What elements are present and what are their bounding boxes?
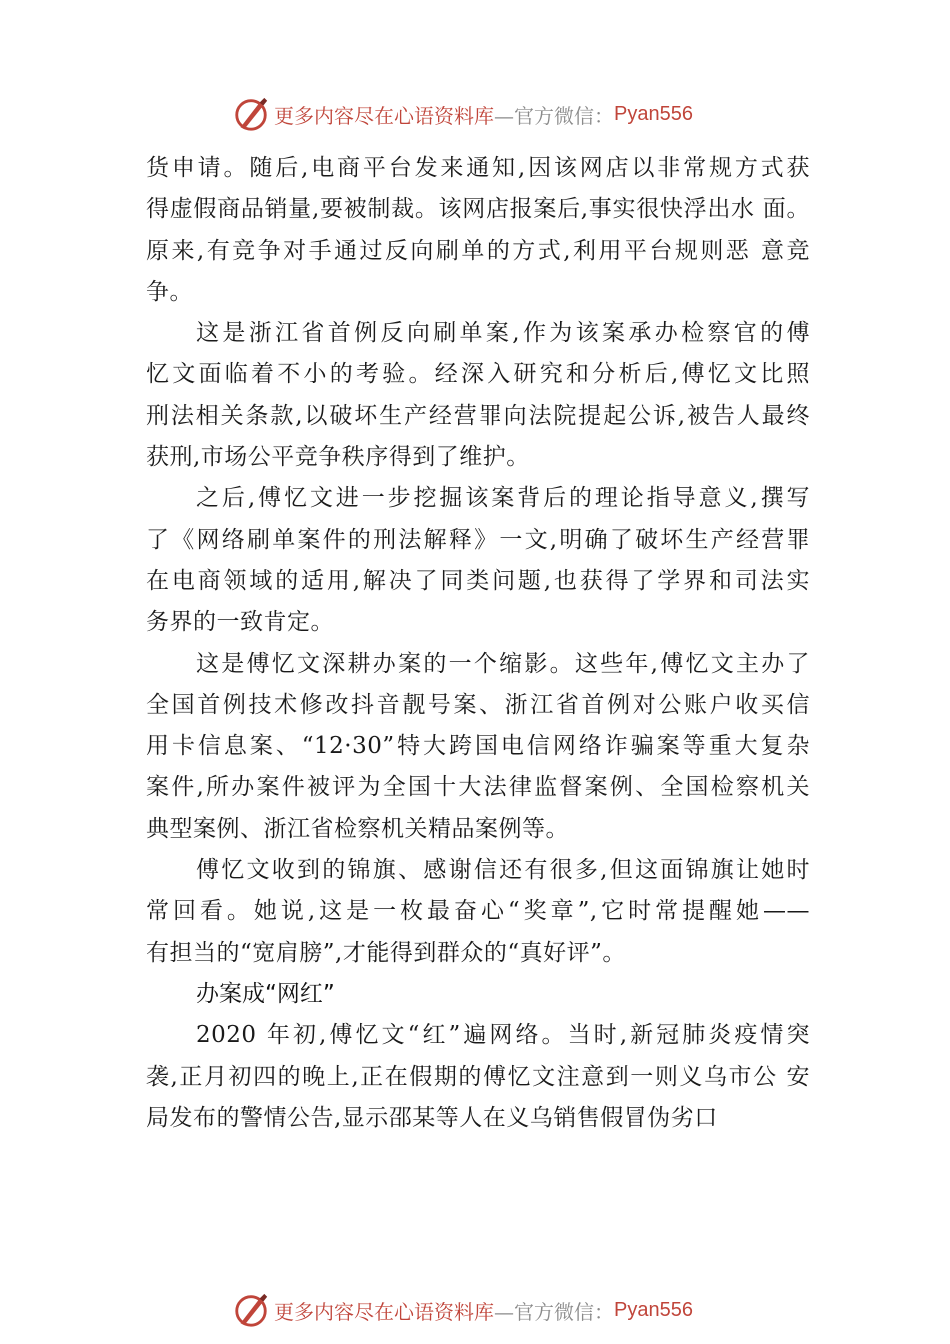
footer-banner: [232, 1290, 693, 1330]
text-line: 这是傅忆文深耕办案的一个缩影。这些年,傅忆文主办了: [196, 650, 810, 677]
paragraph: [146, 313, 810, 478]
text-line: 刑法相关条款,以破坏生产经营罪向法院提起公诉,被告人最终: [146, 402, 810, 429]
text-line: 了《网络刷单案件的刑法解释》一文,明确了破坏生产经营罪: [146, 526, 810, 553]
text-line: 务界的一致肯定。: [146, 609, 334, 636]
pen-logo-icon: [232, 95, 270, 133]
text-line: 全国首例技术修改抖音靓号案、浙江省首例对公账户收买信: [146, 691, 810, 718]
text-line: 之后,傅忆文进一步挖掘该案背后的理论指导意义,撰写: [196, 485, 810, 512]
text-line: 2020 年初,傅忆文“红”遍网络。当时,新冠肺炎疫情突: [196, 1022, 810, 1049]
text-line: 获刑,市场公平竞争秩序得到了维护。: [146, 444, 530, 471]
text-line: 傅忆文收到的锦旗、感谢信还有很多,但这面锦旗让她时: [196, 857, 810, 884]
banner-title: 更多内容尽在心语资料库: [274, 1299, 494, 1324]
text-line: 货申请。随后,电商平台发来通知,因该网店以非常规方式获: [146, 155, 810, 181]
paragraph: [146, 148, 810, 313]
paragraph: [146, 850, 810, 974]
text-line: 用卡信息案、“12·30”特大跨国电信网络诈骗案等重大复杂: [146, 733, 810, 760]
banner-wechat-label: —官方微信：: [494, 103, 614, 128]
text-line: 有担当的“宽肩膀”,才能得到群众的“真好评”。: [146, 939, 626, 966]
paragraph: [146, 644, 810, 850]
paragraph: [146, 1015, 810, 1139]
banner-wechat-id: Pyan556: [614, 1298, 693, 1321]
banner-title: 更多内容尽在心语资料库: [274, 103, 494, 128]
text-line: 袭,正月初四的晚上,正在假期的傅忆文注意到一则义乌市公 安: [146, 1063, 810, 1090]
text-line: 忆文面临着不小的考验。经深入研究和分析后,傅忆文比照: [146, 361, 810, 388]
text-line: 原来,有竞争对手通过反向刷单的方式,利用平台规则恶 意竞: [146, 237, 810, 264]
text-line: 典型案例、浙江省检察机关精品案例等。: [146, 815, 569, 842]
text-line: 争。: [146, 278, 193, 305]
text-line: 常回看。她说,这是一枚最奋心“奖章”,它时常提醒她——: [146, 898, 810, 925]
text-line: 这是浙江省首例反向刷单案,作为该案承办检察官的傅: [196, 320, 810, 347]
section-heading: 办案成“网红”: [196, 980, 335, 1007]
article-body: [146, 148, 810, 1139]
text-line: 局发布的警情公告,显示邵某等人在义乌销售假冒伪劣口: [146, 1104, 718, 1131]
text-line: 在电商领域的适用,解决了同类问题,也获得了学界和司法实: [146, 567, 810, 594]
banner-wechat-id: Pyan556: [614, 102, 693, 125]
text-line: 得虚假商品销量,要被制裁。该网店报案后,事实很快浮出水 面。: [146, 196, 810, 223]
banner-wechat-label: —官方微信：: [494, 1299, 614, 1324]
pen-logo-icon: [232, 1291, 270, 1329]
header-banner: [232, 94, 693, 134]
paragraph: [146, 478, 810, 643]
text-line: 案件,所办案件被评为全国十大法律监督案例、全国检察机关: [146, 774, 810, 801]
